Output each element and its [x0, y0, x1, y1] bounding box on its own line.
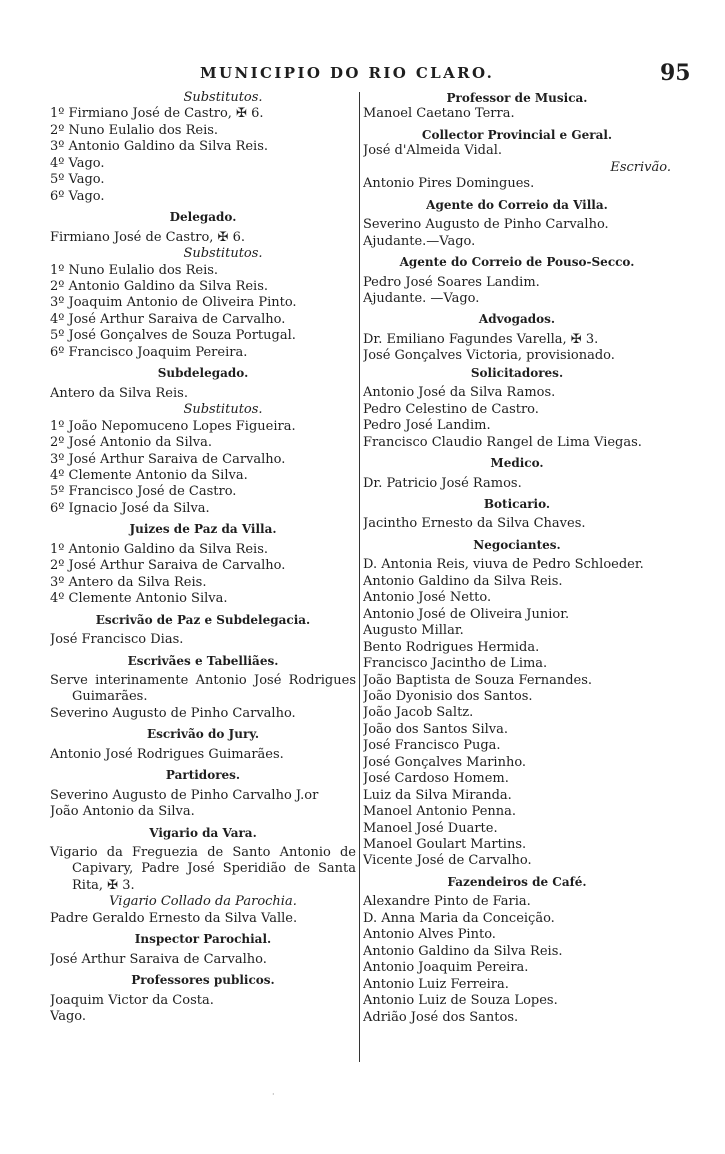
list-item: 5º Vago.	[50, 172, 105, 188]
list-item: José Cardoso Homem.	[363, 771, 509, 787]
section-heading: Agente do Correio da Villa.	[426, 197, 608, 212]
section-heading: Inspector Parochial.	[134, 932, 272, 947]
list-item: 6º Vago.	[50, 188, 105, 204]
list-item: 4º Clemente Antonio Silva.	[50, 591, 228, 607]
section-heading: Escrivão do Jury.	[146, 727, 260, 742]
list-item: Antonio José de Oliveira Junior.	[363, 606, 570, 622]
list-item: João Antonio da Silva.	[50, 804, 195, 820]
list-item: Pedro Celestino de Castro.	[363, 401, 539, 417]
page-header	[0, 60, 725, 90]
list-item: 4º José Arthur Saraiva de Carvalho.	[50, 311, 286, 327]
page-title: MUNICIPIO DO RIO CLARO.	[200, 64, 495, 82]
list-item: 1º João Nepomuceno Lopes Figueira.	[50, 418, 296, 434]
section-heading: Escrivães e Tabelliães.	[127, 653, 279, 668]
list-item: Severino Augusto de Pinho Carvalho J.or	[50, 787, 319, 803]
list-item: José d'Almeida Vidal.	[363, 143, 503, 159]
section-heading: Substitutos.	[183, 246, 263, 262]
list-item: Manoel José Duarte.	[363, 820, 498, 836]
list-item: Ajudante. —Vago.	[363, 290, 480, 306]
list-item: Antonio José Rodrigues Guimarães.	[50, 746, 284, 762]
list-item: Serve interinamente Antonio José Rodrigues Guimarães.	[50, 672, 356, 705]
list-item: Antonio Luiz Ferreira.	[363, 976, 509, 992]
section-heading: Agente do Correio de Pouso-Secco.	[399, 255, 635, 270]
list-item: 1º Antonio Galdino da Silva Reis.	[50, 541, 269, 557]
list-item: João Dyonisio dos Santos.	[363, 688, 533, 704]
list-item: José Gonçalves Marinho.	[363, 754, 527, 770]
section-heading: Advogados.	[478, 312, 556, 327]
section-heading: Delegado.	[169, 210, 237, 225]
list-item: 2º José Arthur Saraiva de Carvalho.	[50, 558, 286, 574]
list-item: Alexandre Pinto de Faria.	[363, 894, 531, 910]
list-item: Bento Rodrigues Hermida.	[363, 639, 540, 655]
list-item: Augusto Millar.	[363, 623, 464, 639]
list-item: Severino Augusto de Pinho Carvalho.	[50, 705, 296, 721]
list-item: Antonio Joaquim Pereira.	[363, 960, 529, 976]
list-item: João Baptista de Souza Fernandes.	[363, 672, 593, 688]
list-item: 3º Antonio Galdino da Silva Reis.	[50, 139, 269, 155]
list-item: José Gonçalves Victoria, provisionado.	[363, 348, 615, 364]
list-item: Antonio Galdino da Silva Reis.	[363, 943, 563, 959]
list-item: Manoel Goulart Martins.	[363, 837, 527, 853]
list-item: 2º José Antonio da Silva.	[50, 435, 213, 451]
list-item: Antonio José da Silva Ramos.	[363, 385, 556, 401]
list-item: 2º Antonio Galdino da Silva Reis.	[50, 278, 269, 294]
right-column	[363, 90, 671, 1026]
list-item: Antonio Pires Domingues.	[363, 176, 535, 192]
section-heading: Negociantes.	[473, 537, 561, 552]
section-heading: Substitutos.	[183, 90, 263, 105]
list-item: José Arthur Saraiva de Carvalho.	[50, 951, 267, 967]
list-item: Severino Augusto de Pinho Carvalho.	[363, 217, 609, 233]
list-item: Francisco Jacintho de Lima.	[363, 656, 548, 672]
list-item: José Francisco Puga.	[363, 738, 501, 754]
list-item: Pedro José Soares Landim.	[363, 274, 540, 290]
section-heading: Boticario.	[483, 496, 551, 511]
list-item: Joaquim Victor da Costa.	[50, 992, 214, 1008]
section-heading: Vigario Collado da Parochia.	[109, 894, 297, 910]
list-item: Luiz da Silva Miranda.	[363, 787, 512, 803]
list-item: 3º Antero da Silva Reis.	[50, 574, 207, 590]
list-item: Padre Geraldo Ernesto da Silva Valle.	[50, 910, 298, 926]
section-heading: Collector Provincial e Geral.	[421, 127, 613, 142]
list-item: Adrião José dos Santos.	[363, 1009, 519, 1025]
section-heading: Vigario da Vara.	[149, 825, 257, 840]
list-item: Dr. Emiliano Fagundes Varella, ✠ 3.	[363, 331, 599, 347]
section-heading: Juizes de Paz da Villa.	[129, 522, 277, 537]
list-item: 6º Ignacio José da Silva.	[50, 500, 210, 516]
print-speck: ·	[272, 1090, 275, 1099]
list-item: 3º Joaquim Antonio de Oliveira Pinto.	[50, 295, 297, 311]
section-heading: Partidores.	[165, 768, 241, 783]
section-heading: Professores publicos.	[131, 973, 275, 988]
column-divider	[359, 92, 360, 1062]
list-item: Vicente José de Carvalho.	[363, 853, 532, 869]
list-item: Firmiano José de Castro, ✠ 6.	[50, 229, 245, 245]
list-item: Ajudante.—Vago.	[363, 233, 476, 249]
section-heading: Solicitadores.	[470, 365, 564, 380]
list-item: Manoel Caetano Terra.	[363, 106, 515, 122]
list-item: 5º Francisco José de Castro.	[50, 484, 237, 500]
list-item: 3º José Arthur Saraiva de Carvalho.	[50, 451, 286, 467]
list-item: João dos Santos Silva.	[363, 721, 509, 737]
list-item: Manoel Antonio Penna.	[363, 804, 517, 820]
section-heading: Professor de Musica.	[446, 91, 588, 105]
list-item: 5º José Gonçalves de Souza Portugal.	[50, 328, 296, 344]
section-heading: Fazendeiros de Café.	[447, 874, 587, 889]
list-item: 1º Firmiano José de Castro, ✠ 6.	[50, 106, 264, 122]
page-number: 95	[660, 60, 691, 86]
list-item: D. Anna Maria da Conceição.	[363, 910, 555, 926]
list-item: 6º Francisco Joaquim Pereira.	[50, 344, 248, 360]
list-item: Vago.	[50, 1009, 86, 1025]
section-heading: Escrivão.	[610, 159, 671, 175]
list-item: Vigario da Freguezia de Santo Antonio de Capivary, Padre José Speridião de Santa Rita, ✠ 3.	[50, 845, 356, 893]
list-item: Antonio José Netto.	[363, 590, 492, 606]
list-item: José Francisco Dias.	[50, 632, 184, 648]
section-heading: Substitutos.	[183, 402, 263, 418]
list-item: 1º Nuno Eulalio dos Reis.	[50, 262, 219, 278]
list-item: Antonio Luiz de Souza Lopes.	[363, 993, 558, 1009]
section-heading: Medico.	[490, 456, 544, 471]
list-item: 2º Nuno Eulalio dos Reis.	[50, 122, 219, 138]
section-heading: Subdelegado.	[157, 366, 249, 381]
section-heading: Escrivão de Paz e Subdelegacia.	[95, 612, 311, 627]
list-item: Francisco Claudio Rangel de Lima Viegas.	[363, 434, 642, 450]
list-item: Dr. Patricio José Ramos.	[363, 475, 522, 491]
list-item: Pedro José Landim.	[363, 418, 491, 434]
list-item: Antonio Alves Pinto.	[363, 927, 496, 943]
left-column	[50, 90, 356, 1026]
list-item: D. Antonia Reis, viuva de Pedro Schloeder.	[363, 557, 644, 573]
list-item: Jacintho Ernesto da Silva Chaves.	[363, 516, 586, 532]
list-item: João Jacob Saltz.	[363, 705, 474, 721]
list-item: 4º Vago.	[50, 155, 105, 171]
list-item: Antonio Galdino da Silva Reis.	[363, 573, 563, 589]
list-item: Antero da Silva Reis.	[50, 385, 188, 401]
list-item: 4º Clemente Antonio da Silva.	[50, 467, 248, 483]
